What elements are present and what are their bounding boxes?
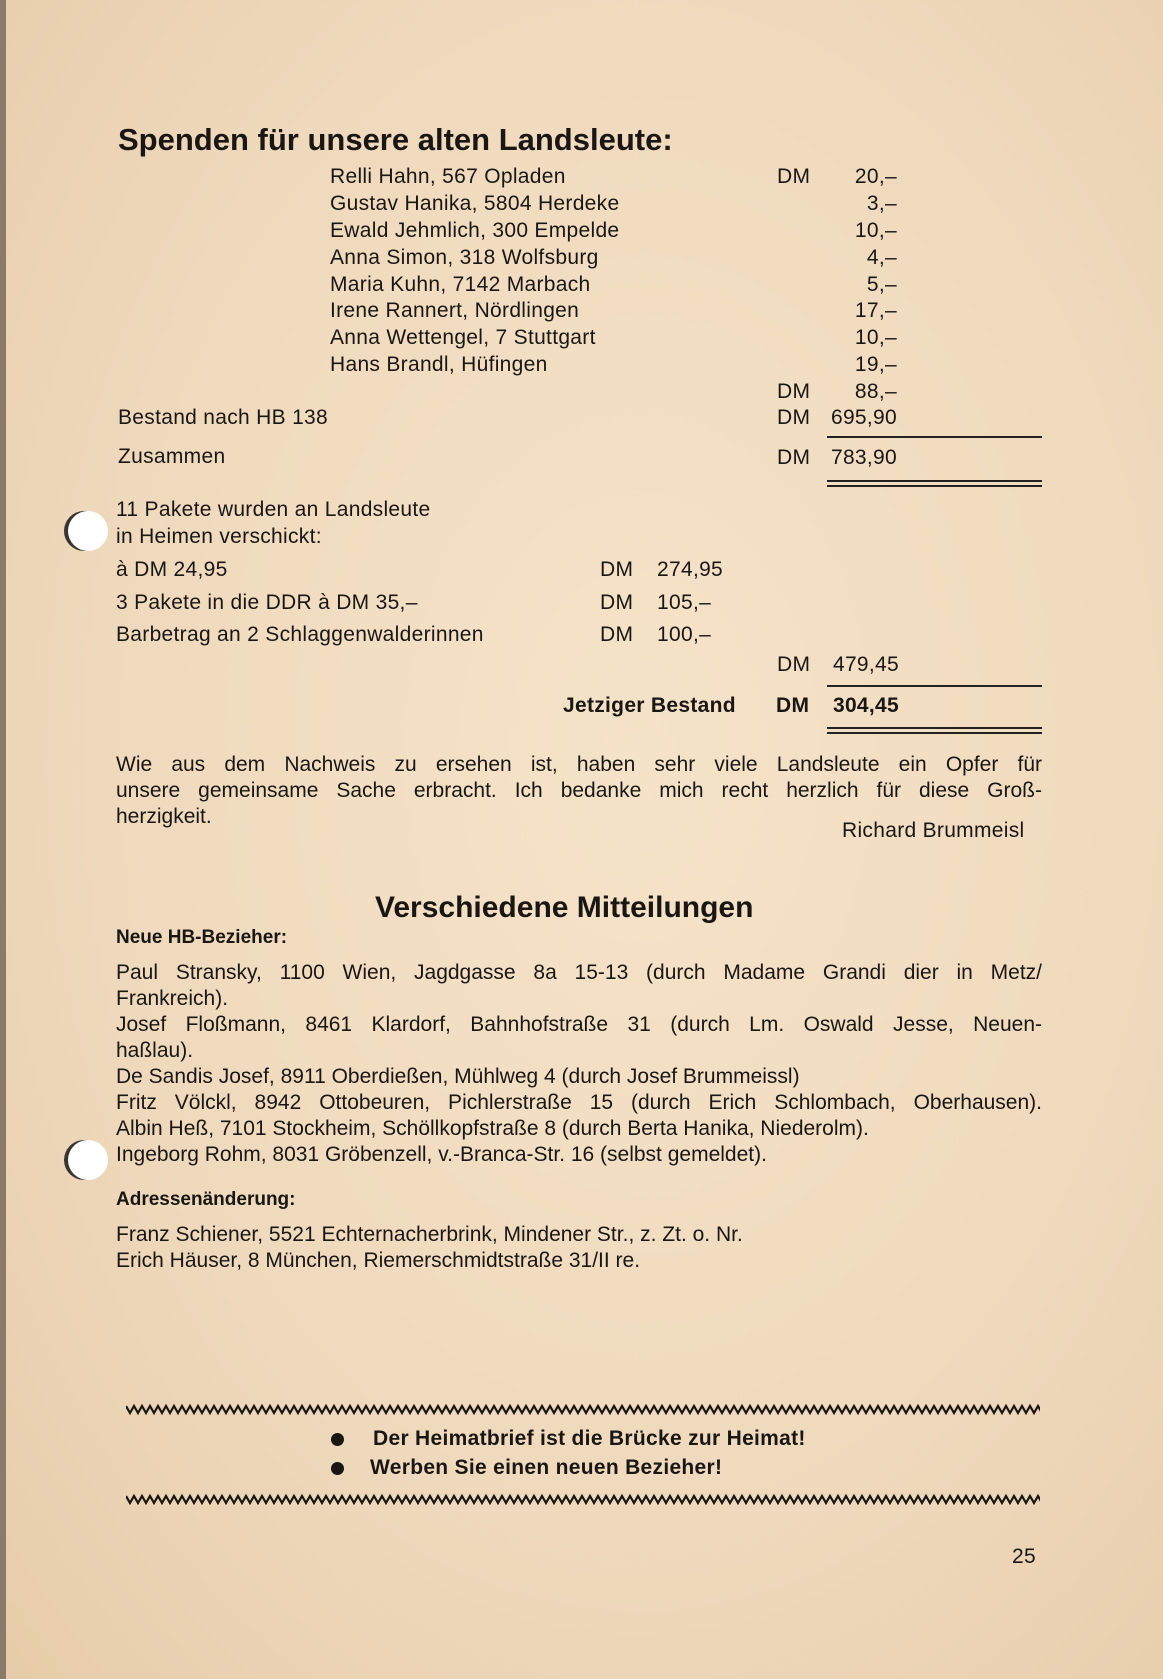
jetziger-bestand-amount: 304,45 <box>832 694 899 717</box>
donor-amount: 5,– <box>866 273 897 296</box>
ausgabe-amount: 100,– <box>657 623 712 646</box>
pakete-text-line1: 11 Pakete wurden an Landsleute <box>116 498 431 521</box>
bullet-icon <box>331 1433 344 1446</box>
bezieher-line: De Sandis Josef, 8911 Oberdießen, Mühlweg 4 (durch Josef Brummeissl) <box>116 1065 800 1088</box>
ausgabe-label: à DM 24,95 <box>116 558 228 581</box>
donor-amount: 19,– <box>854 353 897 376</box>
bezieher-line: Ingeborg Rohm, 8031 Gröbenzell, v.-Branca-Str. 16 (selbst gemeldet). <box>116 1143 767 1166</box>
sum-rule <box>827 685 1042 687</box>
ausgabe-label: Barbetrag an 2 Schlaggenwalderinnen <box>116 623 484 646</box>
donor-name: Anna Simon, 318 Wolfsburg <box>330 246 599 269</box>
punch-hole-top <box>68 511 108 551</box>
ausgabe-currency: DM <box>600 558 634 581</box>
double-rule-top <box>827 727 1042 729</box>
ausgabe-amount: 105,– <box>657 591 712 614</box>
sum-rule <box>827 436 1042 438</box>
dank-line: herzigkeit. <box>116 805 212 828</box>
subtotal-currency: DM <box>777 380 811 403</box>
bezieher-line: Albin Heß, 7101 Stockheim, Schöllkopfstraße 8 (durch Berta Hanika, Niederolm). <box>116 1117 869 1140</box>
donor-amount: 10,– <box>854 219 897 242</box>
bezieher-line: haßlau). <box>116 1039 194 1062</box>
bullet-icon <box>331 1462 344 1475</box>
neue-bezieher-heading: Neue HB-Bezieher: <box>116 927 288 948</box>
zusammen-amount: 783,90 <box>830 446 897 469</box>
spenden-title: Spenden für unsere alten Landsleute: <box>118 122 673 157</box>
bestand-currency: DM <box>777 406 811 429</box>
bezieher-line: Fritz Völckl, 8942 Ottobeuren, Pichlerstraße 15 (durch Erich Schlombach, Oberhausen). <box>116 1091 1042 1114</box>
donor-amount: 4,– <box>866 246 897 269</box>
jetziger-bestand-currency: DM <box>776 694 810 717</box>
page-edge <box>0 0 6 1679</box>
ausgaben-total-amount: 479,45 <box>832 653 899 676</box>
dank-line: Wie aus dem Nachweis zu ersehen ist, haben sehr viele Landsleute ein Opfer für <box>116 753 1042 776</box>
adresse-line: Erich Häuser, 8 München, Riemerschmidtstraße 31/II re. <box>116 1249 641 1272</box>
neue-bezieher-list <box>116 960 1042 1168</box>
slogan-2: Werben Sie einen neuen Bezieher! <box>370 1456 723 1479</box>
donor-name: Relli Hahn, 567 Opladen <box>330 165 566 188</box>
double-rule-bottom <box>827 732 1042 734</box>
double-rule-bottom <box>827 485 1042 487</box>
signature: Richard Brummeisl <box>842 819 1025 842</box>
donor-amount: 3,– <box>866 192 897 215</box>
ausgaben-total-currency: DM <box>777 653 811 676</box>
double-rule-top <box>827 480 1042 482</box>
pakete-text-line2: in Heimen verschickt: <box>116 525 322 548</box>
bestand-label: Bestand nach HB 138 <box>118 406 329 429</box>
wavy-divider-top <box>126 1403 1040 1415</box>
ausgabe-label: 3 Pakete in die DDR à DM 35,– <box>116 591 418 614</box>
zusammen-label: Zusammen <box>118 445 226 468</box>
donor-amount: 20,– <box>854 165 897 188</box>
ausgabe-amount: 274,95 <box>657 558 724 581</box>
donor-amount: 10,– <box>854 326 897 349</box>
donor-name: Gustav Hanika, 5804 Herdeke <box>330 192 620 215</box>
subtotal-amount: 88,– <box>854 380 897 403</box>
donor-name: Anna Wettengel, 7 Stuttgart <box>330 326 596 349</box>
dank-line: unsere gemeinsame Sache erbracht. Ich bedanke mich recht herzlich für diese Groß- <box>116 779 1042 802</box>
punch-hole-bottom <box>68 1140 108 1180</box>
adresse-line: Franz Schiener, 5521 Echternacherbrink, Mindener Str., z. Zt. o. Nr. <box>116 1223 743 1246</box>
donor-name: Maria Kuhn, 7142 Marbach <box>330 273 591 296</box>
bezieher-line: Josef Floßmann, 8461 Klardorf, Bahnhofstraße 31 (durch Lm. Oswald Jesse, Neuen- <box>116 1013 1042 1036</box>
donor-name: Ewald Jehmlich, 300 Empelde <box>330 219 620 242</box>
page-number: 25 <box>1012 1545 1036 1568</box>
mitteilungen-title: Verschiedene Mitteilungen <box>375 891 754 924</box>
ausgabe-currency: DM <box>600 591 634 614</box>
bestand-amount: 695,90 <box>830 406 897 429</box>
slogan-1: Der Heimatbrief ist die Brücke zur Heimat! <box>373 1427 806 1450</box>
bezieher-line: Frankreich). <box>116 987 229 1010</box>
zusammen-currency: DM <box>777 446 811 469</box>
adressenaenderung-heading: Adressenänderung: <box>116 1189 296 1210</box>
wavy-divider-bottom <box>126 1493 1040 1505</box>
adressenaenderung-list <box>116 1222 1042 1274</box>
donor-amount: 17,– <box>854 299 897 322</box>
donor-name: Hans Brandl, Hüfingen <box>330 353 548 376</box>
donor-currency: DM <box>777 165 811 188</box>
bezieher-line: Paul Stransky, 1100 Wien, Jagdgasse 8a 15-13 (durch Madame Grandi dier in Metz/ <box>116 961 1042 984</box>
jetziger-bestand-label: Jetziger Bestand <box>563 694 736 717</box>
ausgabe-currency: DM <box>600 623 634 646</box>
donor-name: Irene Rannert, Nördlingen <box>330 299 580 322</box>
